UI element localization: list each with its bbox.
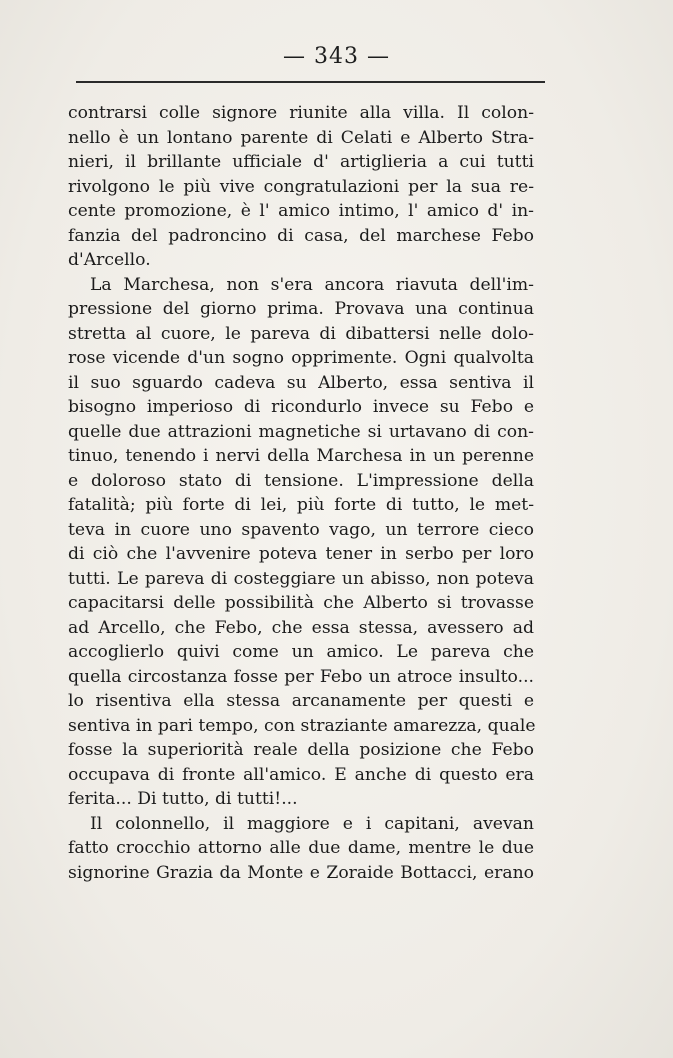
- text-line: rose vicende d'un sogno opprimente. Ogni qualvolta: [68, 348, 534, 368]
- text-line: d'Arcello.: [68, 250, 151, 270]
- text-line: ferita... Di tutto, di tutti!...: [68, 789, 298, 809]
- header-rule: [76, 81, 545, 83]
- page-number: — 343 —: [283, 44, 390, 69]
- text-line: fosse la superiorità reale della posizione che Febo: [68, 740, 534, 760]
- text-line: tinuo, tenendo i nervi della Marchesa in un perenne: [68, 446, 534, 466]
- text-line: tutti. Le pareva di costeggiare un abisso, non poteva: [68, 568, 534, 589]
- text-line: e doloroso stato di tensione. L'impressione della: [68, 470, 534, 491]
- text-line: cente promozione, è l' amico intimo, l' amico d' in-: [68, 201, 534, 221]
- body-text: [68, 101, 534, 885]
- paragraph: [68, 101, 534, 273]
- text-line: Il colonnello, il maggiore e i capitani, avevan: [90, 813, 534, 834]
- paragraph: [68, 812, 534, 886]
- text-line: ad Arcello, che Febo, che essa stessa, avessero ad: [68, 617, 534, 638]
- text-line: nello è un lontano parente di Celati e Alberto Stra-: [68, 127, 534, 148]
- text-line: fanzia del padroncino di casa, del marchese Febo: [68, 225, 534, 246]
- text-line: di ciò che l'avvenire poteva tener in serbo per loro: [68, 544, 534, 564]
- text-line: fatto crocchio attorno alle due dame, mentre le due: [68, 838, 534, 858]
- text-line: contrarsi colle signore riunite alla villa. Il colon-: [68, 103, 534, 123]
- text-line: occupava di fronte all'amico. E anche di questo era: [68, 764, 534, 785]
- paragraph: [68, 273, 534, 812]
- text-line: bisogno imperioso di ricondurlo invece su Febo e: [68, 397, 534, 417]
- text-line: signorine Grazia da Monte e Zoraide Bottacci, erano: [68, 862, 534, 883]
- text-line: lo risentiva ella stessa arcanamente per questi e: [68, 691, 534, 711]
- text-line: accoglierlo quivi come un amico. Le pareva che: [68, 642, 534, 662]
- text-line: quelle due attrazioni magnetiche si urtavano di con-: [68, 421, 534, 442]
- text-line: nieri, il brillante ufficiale d' artiglieria a cui tutti: [68, 152, 534, 172]
- text-line: teva in cuore uno spavento vago, un terrore cieco: [68, 519, 534, 540]
- text-line: stretta al cuore, le pareva di dibattersi nelle dolo-: [68, 323, 534, 344]
- text-line: sentiva in pari tempo, con straziante amarezza, quale: [68, 715, 536, 736]
- text-line: capacitarsi delle possibilità che Alberto si trovasse: [68, 593, 534, 613]
- text-line: il suo sguardo cadeva su Alberto, essa sentiva il: [68, 372, 534, 393]
- text-line: rivolgono le più vive congratulazioni per la sua re-: [68, 176, 534, 197]
- text-line: fatalità; più forte di lei, più forte di tutto, le met-: [68, 495, 534, 515]
- text-line: quella circostanza fosse per Febo un atroce insulto...: [68, 666, 534, 687]
- text-line: La Marchesa, non s'era ancora riavuta dell'im-: [90, 274, 534, 295]
- text-line: pressione del giorno prima. Provava una continua: [68, 299, 534, 319]
